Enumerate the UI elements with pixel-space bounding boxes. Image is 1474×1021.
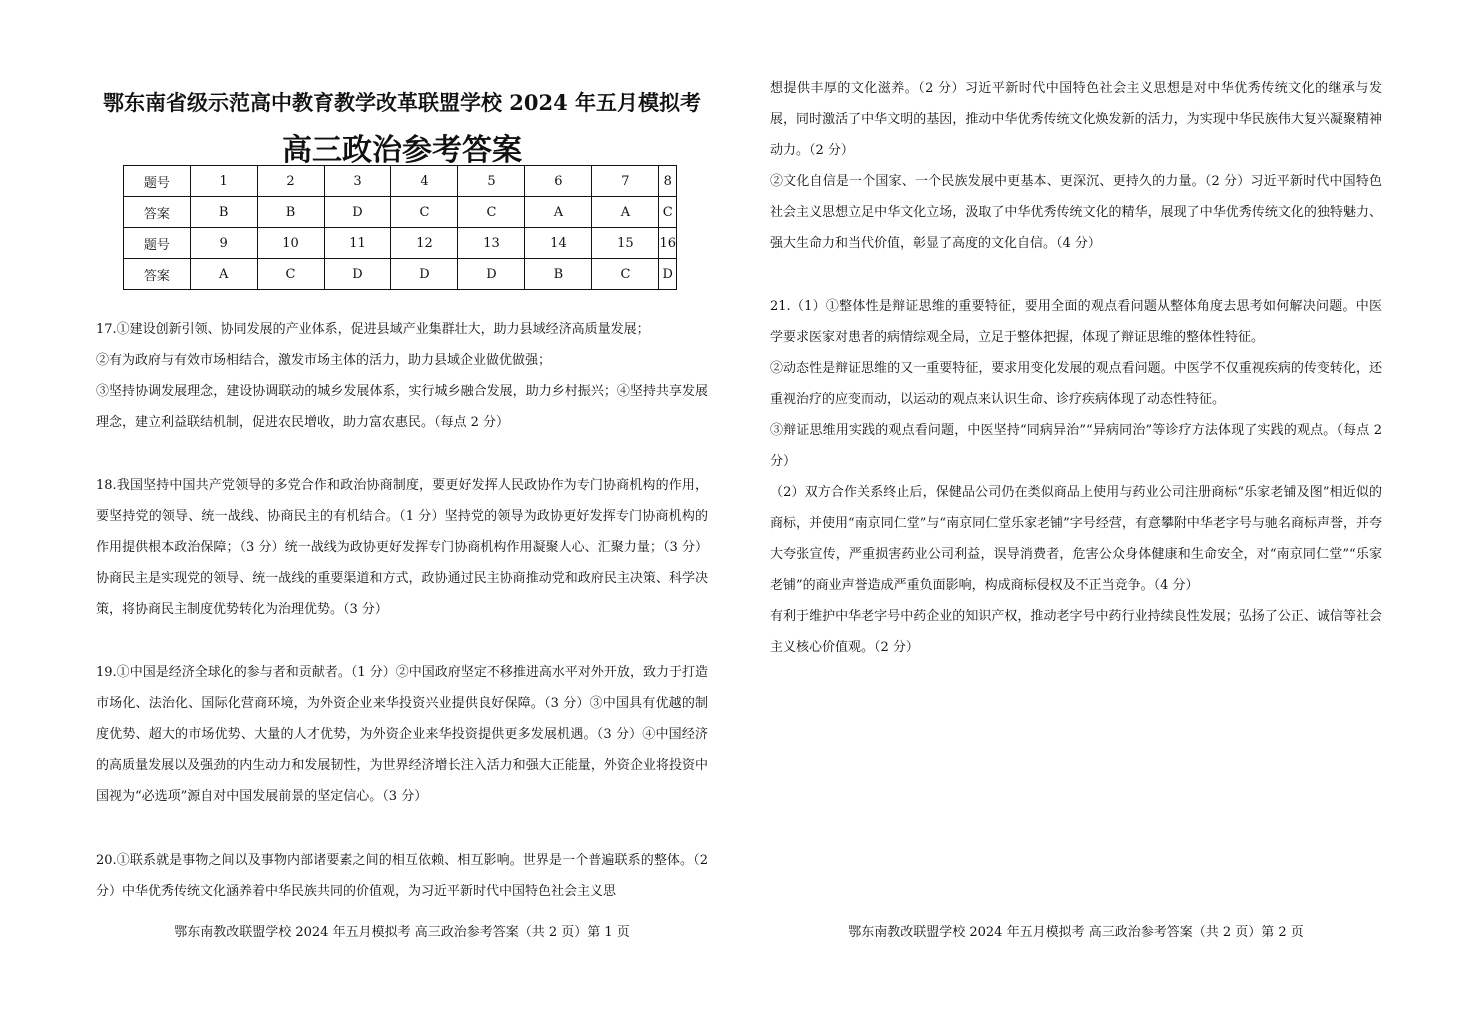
table-cell: D (324, 197, 391, 228)
table-cell: B (190, 197, 257, 228)
answer-20-part-1 (96, 845, 708, 907)
table-cell: C (592, 259, 659, 290)
table-cell: D (659, 259, 677, 290)
table-cell: 15 (592, 228, 659, 259)
table-cell: B (525, 259, 592, 290)
table-cell: 1 (190, 166, 257, 197)
table-cell: 11 (324, 228, 391, 259)
table-row (124, 166, 677, 197)
page-2 (770, 0, 1382, 1021)
answer-20-text: 20.①联系就是事物之间以及事物内部诸要素之间的相互依赖、相互影响。世界是一个普遍联系的整体。（2 分）中华优秀传统文化涵养着中华民族共同的价值观，为习近平新时代中国特色社会主义思 (96, 853, 708, 899)
answer-21-line-3: ③辩证思维用实践的观点看问题，中医坚持“同病异治”“异病同治”等诊疗方法体现了实践的观点。（每点 2 分） (770, 423, 1382, 469)
table-cell: D (324, 259, 391, 290)
table-row (124, 228, 677, 259)
table-cell: 12 (391, 228, 458, 259)
table-row-header: 答案 (124, 197, 191, 228)
table-row-header: 题号 (124, 166, 191, 197)
answer-21-line-5: 有利于维护中华老字号中药企业的知识产权，推动老字号中药行业持续良性发展；弘扬了公正、诚信等社会主义核心价值观。（2 分） (770, 609, 1382, 655)
page-1 (96, 0, 708, 1021)
table-cell: 16 (659, 228, 677, 259)
table-cell: 13 (458, 228, 525, 259)
table-cell: C (659, 197, 677, 228)
table-cell: C (257, 259, 324, 290)
answer-key-table (123, 165, 677, 290)
answer-21 (770, 291, 1382, 663)
table-cell: D (458, 259, 525, 290)
document-title: 高三政治参考答案 (282, 133, 522, 168)
table-row-header: 题号 (124, 228, 191, 259)
table-row (124, 259, 677, 290)
table-cell: 2 (257, 166, 324, 197)
table-cell: 7 (592, 166, 659, 197)
table-cell: 8 (659, 166, 677, 197)
table-cell: D (391, 259, 458, 290)
table-cell: 6 (525, 166, 592, 197)
table-cell: B (257, 197, 324, 228)
exam-title: 鄂东南省级示范高中教育教学改革联盟学校 2024 年五月模拟考 (102, 90, 702, 115)
table-cell: 4 (391, 166, 458, 197)
table-cell: A (190, 259, 257, 290)
answer-21-line-1: 21.（1）①整体性是辩证思维的重要特征，要用全面的观点看问题从整体角度去思考如何解决问题。中医学要求医家对患者的病情综观全局，立足于整体把握，体现了辩证思维的整体性特征。 (770, 299, 1382, 345)
page-2-footer: 鄂东南教改联盟学校 2024 年五月模拟考 高三政治参考答案（共 2 页）第 2 页 (848, 925, 1304, 940)
table-cell: 10 (257, 228, 324, 259)
table-cell: A (592, 197, 659, 228)
table-row-header: 答案 (124, 259, 191, 290)
page-1-footer: 鄂东南教改联盟学校 2024 年五月模拟考 高三政治参考答案（共 2 页）第 1 页 (174, 925, 630, 940)
answer-20-part-2 (770, 73, 1382, 259)
answer-21-line-2: ②动态性是辩证思维的又一重要特征，要求用变化发展的观点看问题。中医学不仅重视疾病的传变转化，还重视治疗的应变而动，以运动的观点来认识生命、诊疗疾病体现了动态性特征。 (770, 361, 1382, 407)
table-cell: 14 (525, 228, 592, 259)
table-cell: 9 (190, 228, 257, 259)
table-cell: C (458, 197, 525, 228)
answer-17-line-3: ③坚持协调发展理念，建设协调联动的城乡发展体系，实行城乡融合发展，助力乡村振兴；④坚持共享发展理念，建立利益联结机制，促进农民增收，助力富农惠民。（每点 2 分） (96, 384, 708, 430)
answer-17-line-1: 17.①建设创新引领、协同发展的产业体系，促进县域产业集群壮大，助力县域经济高质量发展； (96, 322, 650, 337)
table-row (124, 197, 677, 228)
answer-17-line-2: ②有为政府与有效市场相结合，激发市场主体的活力，助力县域企业做优做强； (96, 353, 552, 368)
table-cell: 5 (458, 166, 525, 197)
answer-18-text: 18.我国坚持中国共产党领导的多党合作和政治协商制度，要更好发挥人民政协作为专门协商机构的作用，要坚持党的领导、统一战线、协商民主的有机结合。（1 分）坚持党的领导为政协更好发挥专门协商机构的作用提供根本政治保障；（3 分）统一战线为政协更好发挥专门协商机构作用凝聚人心、汇聚力量；（3 分）协商民主是实现党的领导、统一战线的重要渠道和方式，政协通过民主协商推动党和政府民主决策、科学决策，将协商民主制度优势转化为治理优势。（3 分） (96, 478, 708, 617)
table-cell: A (525, 197, 592, 228)
answer-19-text: 19.①中国是经济全球化的参与者和贡献者。（1 分）②中国政府坚定不移推进高水平对外开放，致力于打造市场化、法治化、国际化营商环境，为外资企业来华投资兴业提供良好保障。（3 分）③中国具有优越的制度优势、超大的市场优势、大量的人才优势，为外资企业来华投资提供更多发展机遇。（3 分）④中国经济的高质量发展以及强劲的内生动力和发展韧性，为世界经济增长注入活力和强大正能量，外资企业将投资中国视为“必选项”源自对中国发展前景的坚定信心。（3 分） (96, 665, 708, 804)
answer-21-line-4: （2）双方合作关系终止后，保健品公司仍在类似商品上使用与药业公司注册商标“乐家老铺及图”相近似的商标，并使用“南京同仁堂”与“南京同仁堂乐家老铺”字号经营，有意攀附中华老字号与驰名商标声誉，并夸大夸张宣传，严重损害药业公司利益，误导消费者，危害公众身体健康和生命安全，对“南京同仁堂”“乐家老铺”的商业声誉造成严重负面影响，构成商标侵权及不正当竞争。（4 分） (770, 485, 1382, 593)
table-cell: 3 (324, 166, 391, 197)
answer-20-cont-2: ②文化自信是一个国家、一个民族发展中更基本、更深沉、更持久的力量。（2 分）习近平新时代中国特色社会主义思想立足中华文化立场，汲取了中华优秀传统文化的精华，展现了中华优秀传统文化的独特魅力、强大生命力和当代价值，彰显了高度的文化自信。（4 分） (770, 174, 1382, 251)
answer-17 (96, 314, 708, 438)
table-cell: C (391, 197, 458, 228)
answer-20-cont-1: 想提供丰厚的文化滋养。（2 分）习近平新时代中国特色社会主义思想是对中华优秀传统文化的继承与发展，同时激活了中华文明的基因，推动中华优秀传统文化焕发新的活力，为实现中华民族伟大复兴凝聚精神动力。（2 分） (770, 81, 1382, 158)
answer-18 (96, 470, 708, 625)
answer-19 (96, 657, 708, 812)
